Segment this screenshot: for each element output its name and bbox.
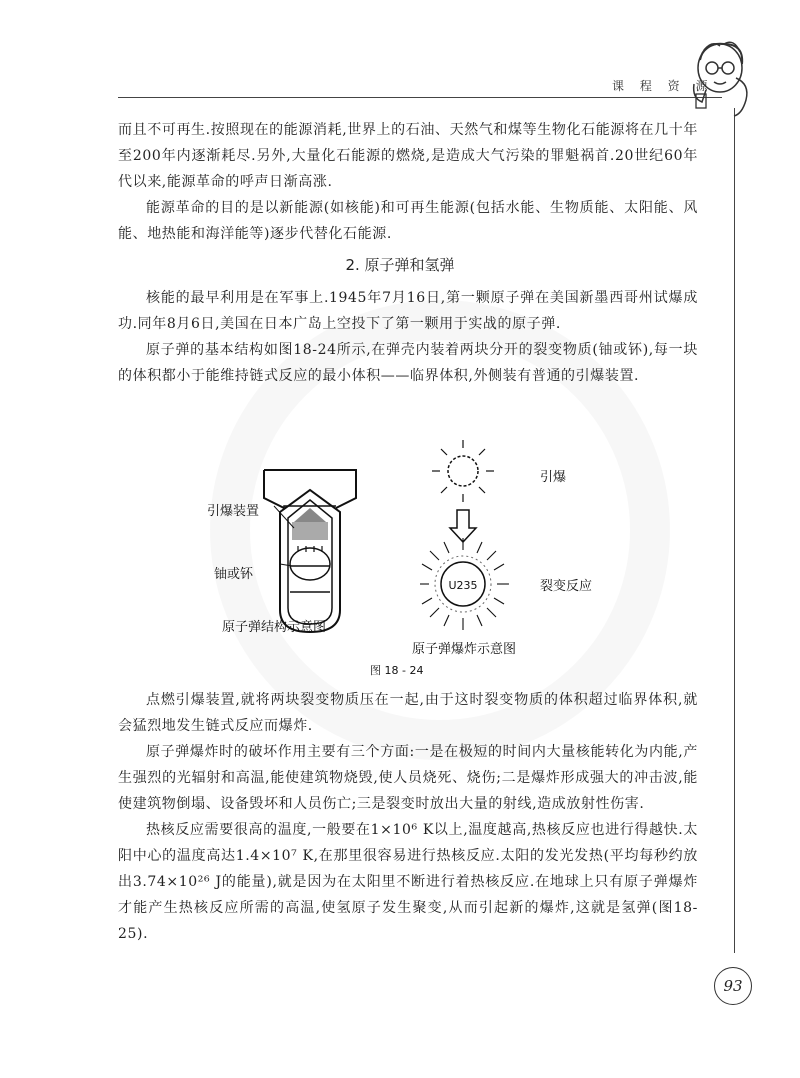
label-detonator: 引爆装置 bbox=[207, 504, 260, 519]
side-rule bbox=[734, 108, 735, 953]
label-fission-reaction: 裂变反应 bbox=[540, 579, 593, 594]
atomic-explosion-diagram bbox=[420, 438, 530, 638]
header-section-title: 课 程 资 源 bbox=[612, 79, 714, 93]
top-text-block bbox=[118, 117, 698, 247]
cartoon-figure-icon bbox=[690, 38, 760, 118]
section-heading: 2. 原子弹和氢弹 bbox=[345, 256, 455, 274]
u235-core-label: U235 bbox=[448, 579, 478, 592]
figure-number: 图 18 - 24 bbox=[370, 664, 424, 677]
middle-text-block bbox=[118, 285, 698, 389]
paragraph: 原子弹爆炸时的破坏作用主要有三个方面:一是在极短的时间内大量核能转化为内能,产生强烈的光辐射和高温,能使建筑物烧毁,使人员烧死、烧伤;二是爆炸形成强大的冲击波,能使建筑物倒塌、设备毁坏和人员伤亡;三是裂变时放出大量的射线,造成放射性伤害. bbox=[118, 744, 698, 812]
paragraph: 原子弹的基本结构如图18-24所示,在弹壳内装着两块分开的裂变物质(铀或钚),每一块的体积都小于能维持链式反应的最小体积——临界体积,外侧装有普通的引爆装置. bbox=[118, 342, 698, 384]
bottom-text-block bbox=[118, 687, 698, 947]
header-rule bbox=[118, 97, 722, 98]
label-uranium-plutonium: 铀或钚 bbox=[214, 567, 254, 582]
paragraph: 能源革命的目的是以新能源(如核能)和可再生能源(包括水能、生物质能、太阳能、风能、地热能和海洋能等)逐步代替化石能源. bbox=[118, 200, 698, 242]
paragraph: 核能的最早利用是在军事上.1945年7月16日,第一颗原子弹在美国新墨西哥州试爆成功.同年8月6日,美国在日本广岛上空投下了第一颗用于实战的原子弹. bbox=[118, 290, 698, 332]
paragraph-continued: 而且不可再生.按照现在的能源消耗,世界上的石油、天然气和煤等生物化石能源将在几十年至200年内逐渐耗尽.另外,大量化石能源的燃烧,是造成大气污染的罪魁祸首.20世纪60年代以来,能源革命的呼声日渐高涨. bbox=[118, 122, 698, 190]
paragraph: 热核反应需要很高的温度,一般要在1×10⁶ K以上,温度越高,热核反应也进行得越快.太阳中心的温度高达1.4×10⁷ K,在那里很容易进行热核反应.太阳的发光发热(平均每秒约放出3.74×10²⁶ J的能量),就是因为在太阳里不断进行着热核反应.在地球上只有原子弹爆炸才能产生热核反应所需的高温,使氢原子发生聚变,从而引起新的爆炸,这就是氢弹(图18-25). bbox=[118, 822, 698, 942]
paragraph: 点燃引爆装置,就将两块裂变物质压在一起,由于这时裂变物质的体积超过临界体积,就会猛烈地发生链式反应而爆炸. bbox=[118, 692, 698, 734]
left-figure-caption: 原子弹结构示意图 bbox=[222, 620, 327, 635]
right-figure-caption: 原子弹爆炸示意图 bbox=[412, 642, 517, 657]
label-ignite: 引爆 bbox=[540, 470, 567, 485]
page-number: 93 bbox=[714, 967, 752, 1005]
atomic-bomb-structure-diagram bbox=[250, 462, 370, 642]
